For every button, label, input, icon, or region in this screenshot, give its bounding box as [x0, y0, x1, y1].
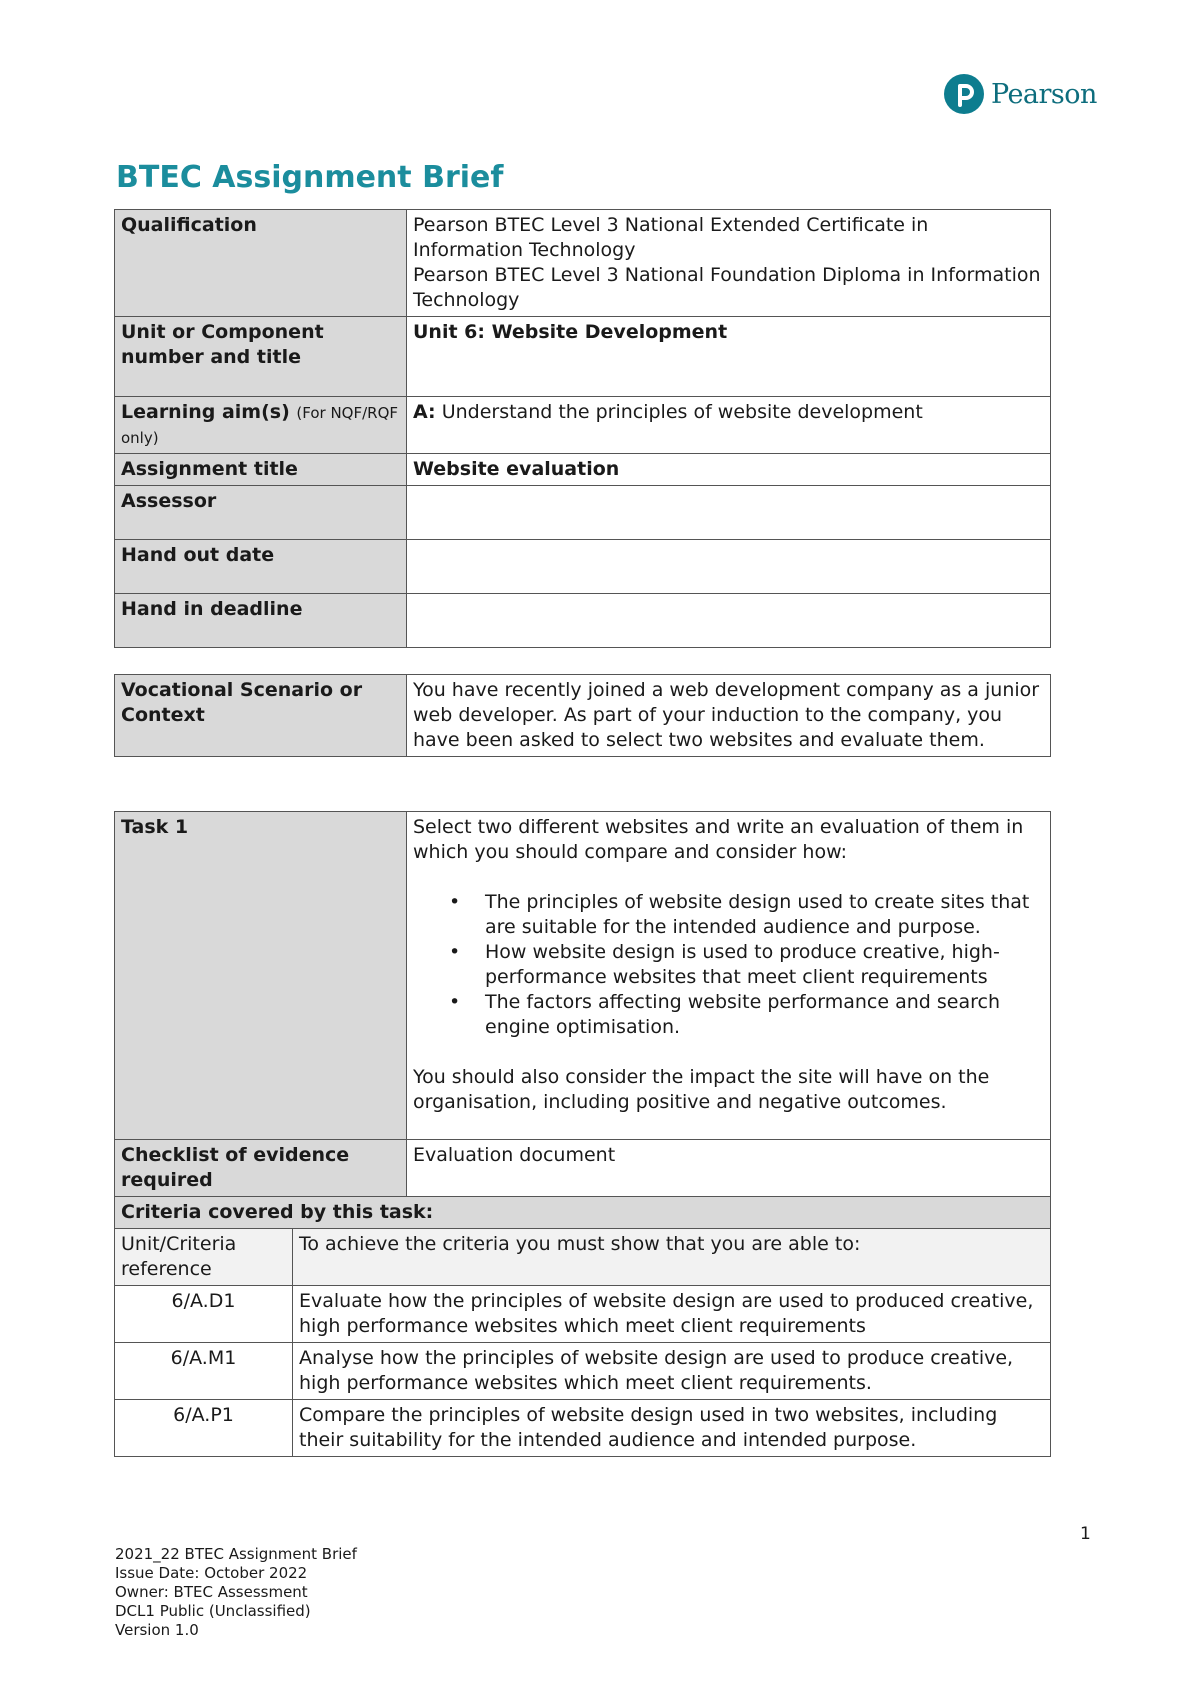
task-row: [115, 812, 1051, 1140]
assessor-row: [115, 486, 1051, 540]
criteria-ref-header: Unit/Criteria reference: [115, 1229, 293, 1286]
criteria-heading-row: [115, 1197, 1051, 1229]
scenario-row: [115, 675, 1051, 757]
qualification-value: [407, 210, 1051, 317]
criteria-ref: 6/A.D1: [115, 1286, 293, 1343]
task-closing: You should also consider the impact the site will have on the organisation, including positive and negative outcomes.: [413, 1066, 990, 1113]
checklist-value: Evaluation document: [407, 1140, 1051, 1197]
hand-in-deadline-value: [407, 594, 1051, 648]
assessor-label: Assessor: [115, 486, 407, 540]
assignment-title-row: [115, 454, 1051, 486]
learning-aims-note: (For NQF/RQF only): [121, 404, 399, 447]
learning-aims-label: [115, 397, 407, 454]
task-bullet-2: • How website design is used to produce creative, high-performance websites that meet client requirements: [485, 940, 1044, 990]
criteria-text: Evaluate how the principles of website design are used to produced creative, high performance websites which meet client requirements: [293, 1286, 1051, 1343]
pearson-logo-text: Pearson: [991, 78, 1097, 110]
hand-out-date-row: [115, 540, 1051, 594]
criteria-row: [115, 1343, 1051, 1400]
task-bullet-3: • The factors affecting website performance and search engine optimisation.: [485, 990, 1044, 1040]
task-label: Task 1: [115, 812, 407, 1140]
criteria-ref: 6/A.M1: [115, 1343, 293, 1400]
scenario-label: Vocational Scenario or Context: [115, 675, 407, 757]
assessor-value: [407, 486, 1051, 540]
criteria-row: [115, 1286, 1051, 1343]
task-bullet-1: • The principles of website design used to create sites that are suitable for the intended audience and purpose.: [485, 890, 1044, 940]
hand-in-deadline-label: Hand in deadline: [115, 594, 407, 648]
criteria-achieve-header: To achieve the criteria you must show that you are able to:: [293, 1229, 1051, 1286]
task-intro: Select two different websites and write an evaluation of them in which you should compare and consider how:: [413, 816, 1024, 863]
footer-line: DCL1 Public (Unclassified): [115, 1602, 311, 1620]
criteria-text: Compare the principles of website design used in two websites, including their suitability for the intended audience and intended purpose.: [293, 1400, 1051, 1457]
qualification-line-1: Pearson BTEC Level 3 National Extended Certificate in Information Technology: [413, 214, 929, 261]
qualification-line-2: Pearson BTEC Level 3 National Foundation Diploma in Information Technology: [413, 264, 1041, 311]
page-number: 1: [1080, 1524, 1091, 1544]
page-title: BTEC Assignment Brief: [116, 160, 504, 195]
unit-row: [115, 317, 1051, 397]
criteria-ref: 6/A.P1: [115, 1400, 293, 1457]
footer-line: 2021_22 BTEC Assignment Brief: [115, 1545, 357, 1563]
document-footer: [115, 1545, 357, 1640]
footer-line: Issue Date: October 2022: [115, 1564, 308, 1582]
scenario-table: [114, 674, 1051, 757]
learning-aims-prefix: A:: [413, 401, 436, 423]
hand-out-date-label: Hand out date: [115, 540, 407, 594]
assignment-info-table: [114, 209, 1051, 648]
criteria-row: [115, 1400, 1051, 1457]
checklist-row: [115, 1140, 1051, 1197]
criteria-header-row: [115, 1229, 1051, 1286]
learning-aims-row: [115, 397, 1051, 454]
hand-in-deadline-row: [115, 594, 1051, 648]
unit-value: Unit 6: Website Development: [407, 317, 1051, 397]
task-description: [407, 812, 1051, 1140]
checklist-label: Checklist of evidence required: [115, 1140, 407, 1197]
footer-line: Owner: BTEC Assessment: [115, 1583, 308, 1601]
task-table: [114, 811, 1051, 1457]
learning-aims-label-text: Learning aim(s): [121, 401, 290, 423]
task-bullet-list: [413, 890, 1044, 1040]
learning-aims-value: [407, 397, 1051, 454]
hand-out-date-value: [407, 540, 1051, 594]
assignment-title-label: Assignment title: [115, 454, 407, 486]
criteria-heading: Criteria covered by this task:: [115, 1197, 1051, 1229]
criteria-text: Analyse how the principles of website design are used to produce creative, high performance websites which meet client requirements.: [293, 1343, 1051, 1400]
assignment-title-value: Website evaluation: [407, 454, 1051, 486]
learning-aims-text: Understand the principles of website development: [441, 401, 923, 423]
qualification-label: Qualification: [115, 210, 407, 317]
scenario-text: You have recently joined a web development company as a junior web developer. As part of your induction to the company, you have been asked to select two websites and evaluate them.: [407, 675, 1051, 757]
qualification-row: [115, 210, 1051, 317]
pearson-logo: [944, 74, 1097, 114]
pearson-logo-icon: [944, 74, 984, 114]
unit-label: Unit or Component number and title: [115, 317, 407, 397]
footer-line: Version 1.0: [115, 1621, 199, 1639]
